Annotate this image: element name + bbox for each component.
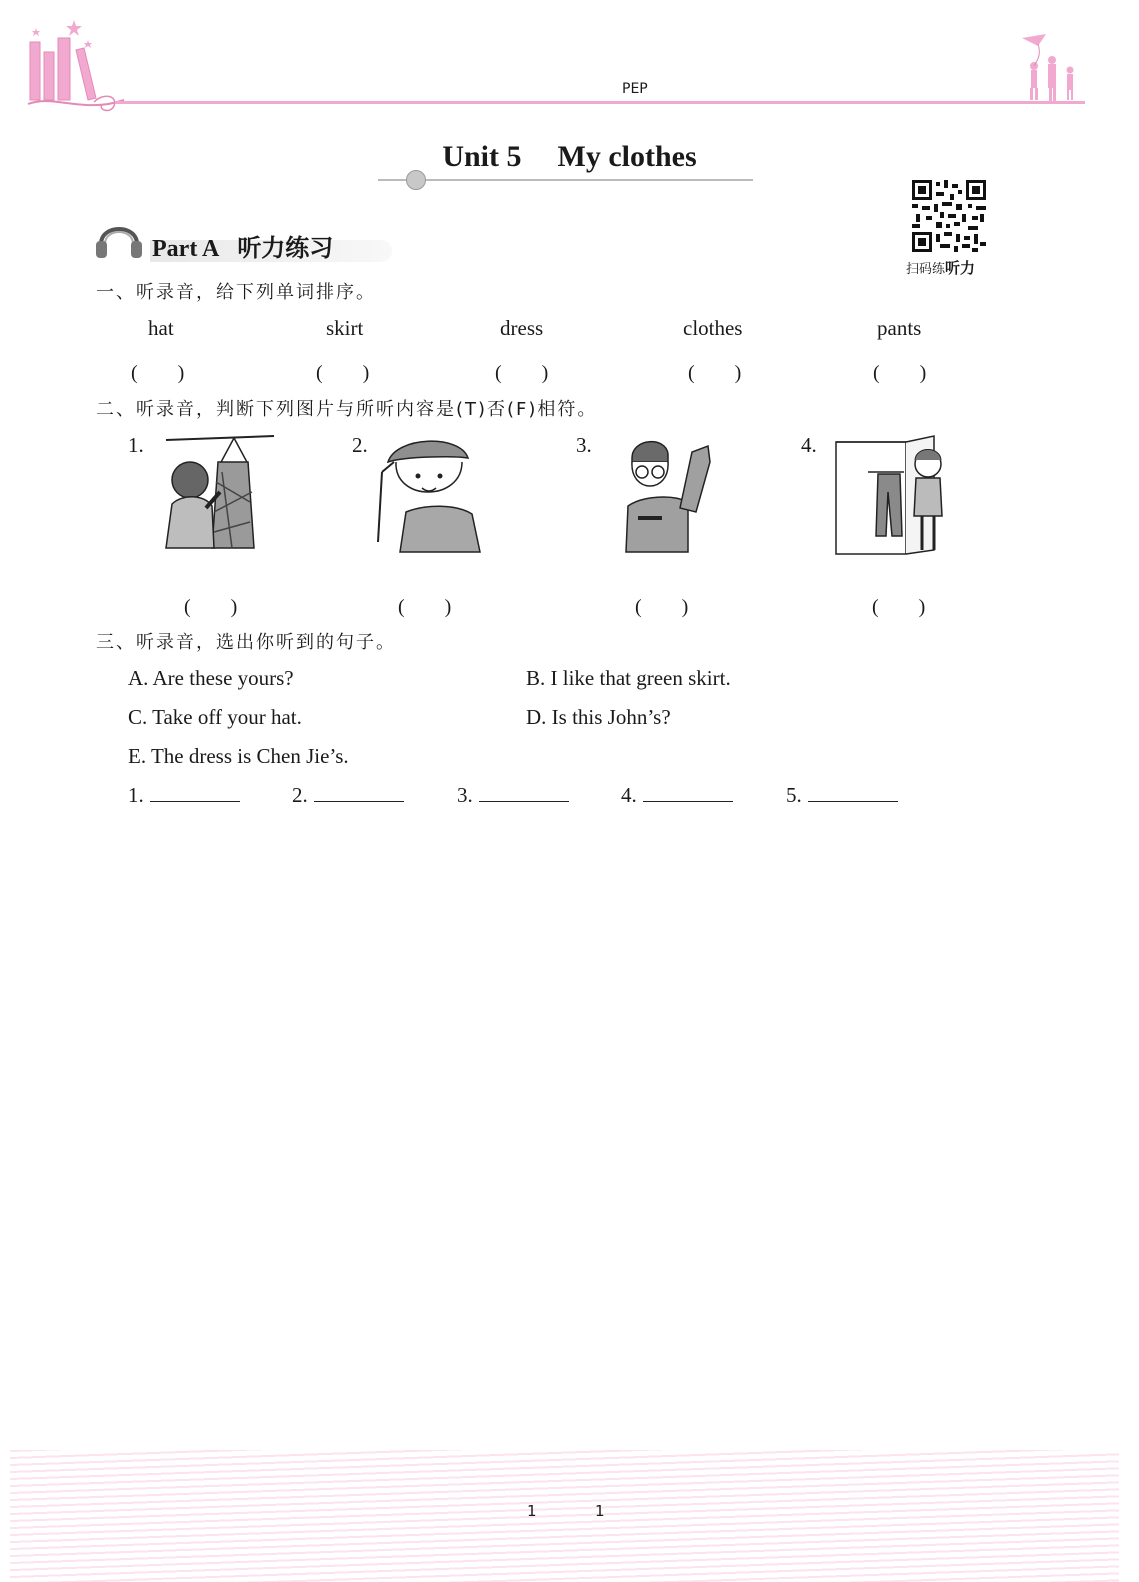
kite-children-decoration <box>1012 32 1092 104</box>
picture-number-2: 2. <box>352 433 368 457</box>
answer-paren-2[interactable]: ( ) <box>316 362 370 384</box>
picture-number-4: 4. <box>801 433 817 457</box>
picture-boy-wardrobe <box>834 432 954 557</box>
series-label: PEP <box>622 81 648 97</box>
blank-5-line[interactable] <box>808 785 898 802</box>
option-b: B. I like that green skirt. <box>526 666 731 690</box>
word-clothes: clothes <box>683 316 743 340</box>
option-c: C. Take off your hat. <box>128 705 302 729</box>
option-d: D. Is this John’s? <box>526 705 671 729</box>
word-pants: pants <box>877 316 922 340</box>
section1-instruction: 一、听录音，给下列单词排序。 <box>96 282 376 303</box>
blank-2[interactable] <box>292 783 404 808</box>
blank-1-label: 1. <box>128 783 144 807</box>
blank-5-label: 5. <box>786 783 802 807</box>
title-underline <box>378 179 753 181</box>
footer-wave-band <box>10 1450 1119 1582</box>
page-number-left: 1 <box>527 1502 537 1520</box>
blank-3-line[interactable] <box>479 785 569 802</box>
blank-1[interactable] <box>128 783 240 808</box>
picture-girl-dress <box>162 432 277 557</box>
blank-3-label: 3. <box>457 783 473 807</box>
blank-4-label: 4. <box>621 783 637 807</box>
blank-3[interactable] <box>457 783 569 808</box>
blank-2-line[interactable] <box>314 785 404 802</box>
qr-caption <box>906 257 975 278</box>
part-label: Part A <box>152 236 220 262</box>
unit-name: My clothes <box>557 140 697 173</box>
blank-2-label: 2. <box>292 783 308 807</box>
option-e: E. The dress is Chen Jie’s. <box>128 744 349 768</box>
qr-caption-strong: 听力 <box>945 259 976 277</box>
blank-5[interactable] <box>786 783 898 808</box>
unit-label: Unit 5 <box>442 140 522 173</box>
blank-1-line[interactable] <box>150 785 240 802</box>
answer-paren-5[interactable]: ( ) <box>873 362 927 384</box>
page-title <box>0 140 1139 174</box>
blank-4[interactable] <box>621 783 733 808</box>
picture-answer-4[interactable]: ( ) <box>872 596 926 618</box>
qr-caption-prefix: 扫码练 <box>906 262 946 277</box>
picture-answer-3[interactable]: ( ) <box>635 596 689 618</box>
word-skirt: skirt <box>326 316 364 340</box>
answer-paren-4[interactable]: ( ) <box>688 362 742 384</box>
page-number-right: 1 <box>595 1502 605 1520</box>
blank-4-line[interactable] <box>643 785 733 802</box>
picture-boy-shirt <box>618 432 733 557</box>
title-dot <box>406 170 426 190</box>
picture-number-3: 3. <box>576 433 592 457</box>
word-dress: dress <box>500 316 544 340</box>
picture-number-1: 1. <box>128 433 144 457</box>
section2-instruction: 二、听录音，判断下列图片与所听内容是(T)否(F)相符。 <box>96 399 598 420</box>
part-heading <box>152 228 333 263</box>
picture-answer-1[interactable]: ( ) <box>184 596 238 618</box>
part-subtitle: 听力练习 <box>237 236 334 262</box>
answer-paren-1[interactable]: ( ) <box>131 362 185 384</box>
picture-boy-hat <box>376 432 491 557</box>
word-hat: hat <box>148 316 174 340</box>
answer-paren-3[interactable]: ( ) <box>495 362 549 384</box>
option-a: A. Are these yours? <box>128 666 294 690</box>
headphones-icon <box>93 214 145 262</box>
header-rule <box>115 101 1085 104</box>
section3-instruction: 三、听录音，选出你听到的句子。 <box>96 632 396 653</box>
picture-answer-2[interactable]: ( ) <box>398 596 452 618</box>
qr-code[interactable] <box>912 180 986 252</box>
